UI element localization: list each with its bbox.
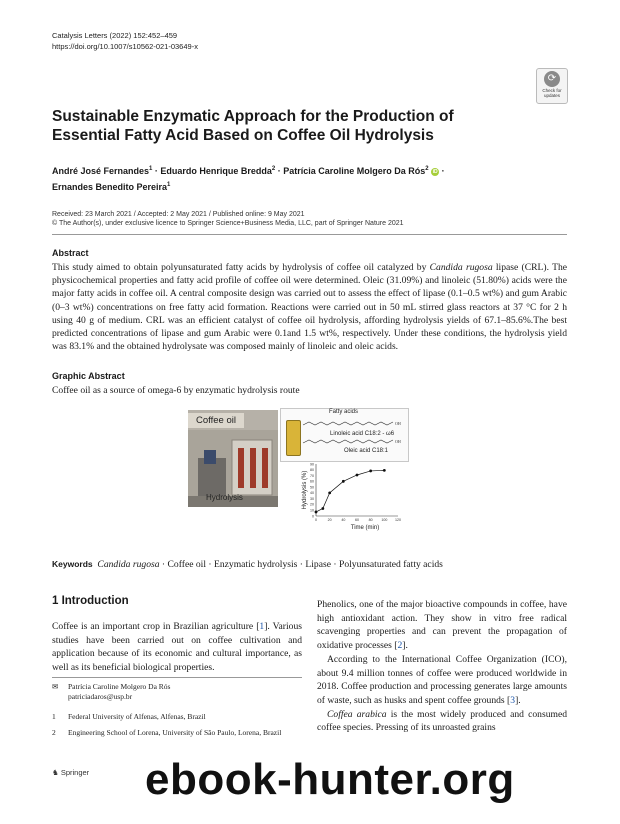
chart-y-tick-label: 40 [310, 491, 314, 496]
affiliation-number: 1 [52, 712, 56, 721]
affiliation-text: Engineering School of Lorena, University of São Paulo, Lorena, Brazil [68, 728, 282, 737]
intro-text: ]. Various studies have been carried out on coffee cultivation and application because of its economic and cultural importance, as well as its beneficial biological properties. [52, 621, 302, 674]
column-right [317, 598, 567, 735]
intro-text: ]. [515, 694, 521, 706]
chart-x-tick-label: 40 [341, 518, 346, 522]
chart-x-tick-label: 0 [315, 518, 317, 522]
keyword-item: Lipase [305, 559, 331, 570]
check-for-updates-badge[interactable] [536, 68, 568, 104]
fatty-acids-title: Fatty acids [328, 409, 358, 415]
chart-data-point [356, 474, 359, 477]
chart-data-point [315, 511, 318, 514]
journal-header [52, 30, 198, 52]
coffee-oil-label: Coffee oil [188, 413, 244, 428]
hydrolysis-chart [300, 460, 404, 532]
copyright-line: © The Author(s), under exclusive licence to Springer Science+Business Media, LLC, part of Springer Nature 2021 [52, 220, 404, 227]
oil-vial-image [286, 420, 301, 456]
keywords-label: Keywords [52, 559, 93, 569]
intro-paragraph [317, 653, 567, 708]
keywords-line [52, 558, 443, 571]
reference-link[interactable]: 2 [397, 640, 403, 652]
keyword-separator: · [159, 559, 168, 570]
keyword-item: Coffee oil [167, 559, 206, 570]
svg-text:OH: OH [395, 439, 401, 444]
author-affiliation-mark: 2 [425, 166, 429, 172]
author-name[interactable]: André José Fernandes [52, 166, 150, 176]
correspondence-footnote [52, 682, 302, 701]
check-updates-label-1: Check for [542, 88, 562, 93]
chart-x-tick-label: 100 [381, 518, 388, 522]
springer-horse-icon: ♞ [52, 768, 59, 777]
introduction-heading: 1 Introduction [52, 595, 129, 607]
chart-y-tick-label: 10 [310, 508, 314, 513]
author-name[interactable]: Ernandes Benedito Pereira [52, 182, 168, 192]
keyword-item: Polyunsaturated fatty acids [338, 559, 443, 570]
abstract-body [52, 261, 567, 353]
chart-y-tick-label: 50 [310, 485, 314, 490]
affiliation-text: Federal University of Alfenas, Alfenas, Brazil [68, 712, 206, 721]
keyword-separator: · [297, 559, 306, 570]
chart-data-point [383, 469, 386, 472]
publisher-logo [52, 768, 89, 777]
affiliation-number: 2 [52, 728, 56, 737]
author-affiliation-mark: 1 [149, 166, 153, 172]
correspondence-name: Patrícia Caroline Molgero Da Rós [68, 682, 171, 691]
affiliation-1 [52, 712, 302, 722]
chart-x-axis-label: Time (min) [350, 525, 380, 531]
species-name: Candida rugosa [429, 262, 493, 273]
publisher-name: Springer [60, 768, 90, 777]
author-name[interactable]: Patrícia Caroline Molgero Da Rós [283, 166, 426, 176]
keyword-separator: · [206, 559, 214, 570]
chart-series-line [316, 470, 384, 512]
intro-text: According to the International Coffee Organization (ICO), about 9.4 million tonnes of coffee were produced worldwide in 2018. Coffee production and processing generates large amounts of waste, such as husks and spent coffee grounds [ [317, 653, 567, 706]
chart-y-tick-label: 60 [310, 479, 314, 484]
author-separator: · [275, 166, 284, 176]
intro-text: Coffee is an important crop in Brazilian agriculture [ [52, 621, 260, 632]
intro-paragraph [317, 598, 567, 653]
chart-y-tick-label: 30 [310, 496, 314, 501]
watermark: ebook-hunter.org [145, 755, 515, 804]
chart-x-tick-label: 80 [368, 518, 373, 522]
check-updates-label-2: updates [543, 93, 560, 98]
graphic-abstract-heading: Graphic Abstract [52, 371, 125, 381]
received-accepted-published: Received: 23 March 2021 / Accepted: 2 May 2021 / Published online: 9 May 2021 [52, 211, 305, 218]
chart-data-point [328, 491, 331, 494]
graphic-abstract-caption: Coffee oil as a source of omega-6 by enzymatic hydrolysis route [52, 385, 300, 396]
abstract-heading: Abstract [52, 248, 89, 258]
intro-text: is the most widely produced and consumed coffee species. Pressing of its unroasted grains [317, 708, 568, 734]
keyword-item: Candida rugosa [97, 559, 160, 570]
correspondence-email[interactable]: patriciadaros@usp.br [68, 691, 133, 701]
abstract-text-part: lipase (CRL). The physicochemical properties and fatty acid profile of coffee oil were determined. Oleic (31.09%) and linoleic (51.80%) acids were the major fatty acids in coffee oil. A central composite design was carried out to assess the effect of lipase (0.1–0.5 wt%) and gum Arabic (0–3 wt%) concentrations on free fatty acid formation. Reactions were carried out in 50 mL stirred glass reactors at 37 °C for 2 h using 40 g of medium. CRL was an efficient catalyst of coffee oil hydrolysis, affording hydrolysis yields of 67.1–85.6%.The best predicted concentrations of lipase and gum Arabic were 0.1and 1.5 wt%, respectively. Under these conditions, the hydrolysis yield was 83.1% and the obtained hydrolysate was composed mainly of linoleic and oleic acids. [52, 262, 568, 353]
author-list [52, 162, 572, 194]
chart-data-point [369, 470, 372, 473]
author-affiliation-mark: 1 [167, 182, 171, 188]
chart-y-tick-label: 70 [310, 473, 314, 478]
reference-link[interactable]: 1 [259, 621, 265, 632]
oleic-acid-label: Oleic acid C18:1 [344, 448, 389, 454]
chart-x-tick-label: 120 [395, 518, 401, 522]
affiliation-2 [52, 728, 302, 738]
chart-y-tick-label: 80 [310, 468, 314, 473]
intro-paragraph [52, 620, 302, 675]
chart-y-tick-label: 90 [310, 462, 314, 467]
keyword-item: Enzymatic hydrolysis [214, 559, 298, 570]
reference-link[interactable]: 3 [510, 694, 516, 706]
divider [52, 234, 567, 235]
article-dates [52, 210, 404, 228]
intro-paragraph [317, 708, 567, 735]
intro-text: ]. [402, 640, 408, 652]
footnote-divider [52, 677, 302, 678]
orcid-icon[interactable]: iD [432, 169, 438, 175]
chart-x-tick-label: 60 [355, 518, 359, 522]
intro-text: Phenolics, one of the major bioactive compounds in coffee, have high antioxidant action. They show in vitro free radical scavenging properties and can prevent the propagation of oxidative processes [ [317, 599, 567, 652]
envelope-icon: ✉ [52, 682, 59, 691]
author-affiliation-mark: 2 [271, 166, 276, 172]
article-title: Sustainable Enzymatic Approach for the Production of Essential Fatty Acid Based on Coffee Oil Hydrolysis [52, 108, 454, 144]
svg-text:OH: OH [395, 421, 401, 426]
chart-x-tick-label: 20 [327, 518, 332, 522]
hydrolysis-label: Hydrolysis [206, 493, 243, 502]
author-separator: · [152, 166, 161, 176]
doi-link[interactable]: https://doi.org/10.1007/s10562-021-03649-x [52, 42, 198, 51]
linoleic-acid-label: Linoleic acid C18:2 - ω6 [330, 431, 395, 437]
chart-data-point [321, 507, 324, 510]
abstract-text-part: This study aimed to obtain polyunsaturated fatty acids by hydrolysis of coffee oil catalyzed by [52, 262, 430, 273]
species-name: Coffea arabica [327, 708, 387, 720]
column-left [52, 620, 302, 675]
author-name[interactable]: Eduardo Henrique Bredda [160, 166, 272, 176]
author-separator: · [439, 166, 445, 176]
journal-citation: Catalysis Letters (2022) 152:452–459 [52, 31, 178, 40]
check-updates-icon: ⟳ [544, 71, 560, 87]
chart-y-axis-label: Hydrolysis (%) [302, 470, 308, 510]
chart-y-tick-label: 20 [310, 502, 314, 507]
chart-plot-area [310, 462, 401, 522]
chart-data-point [342, 480, 345, 483]
keyword-separator: · [330, 559, 339, 570]
chart-y-tick-label: 0 [312, 514, 314, 519]
